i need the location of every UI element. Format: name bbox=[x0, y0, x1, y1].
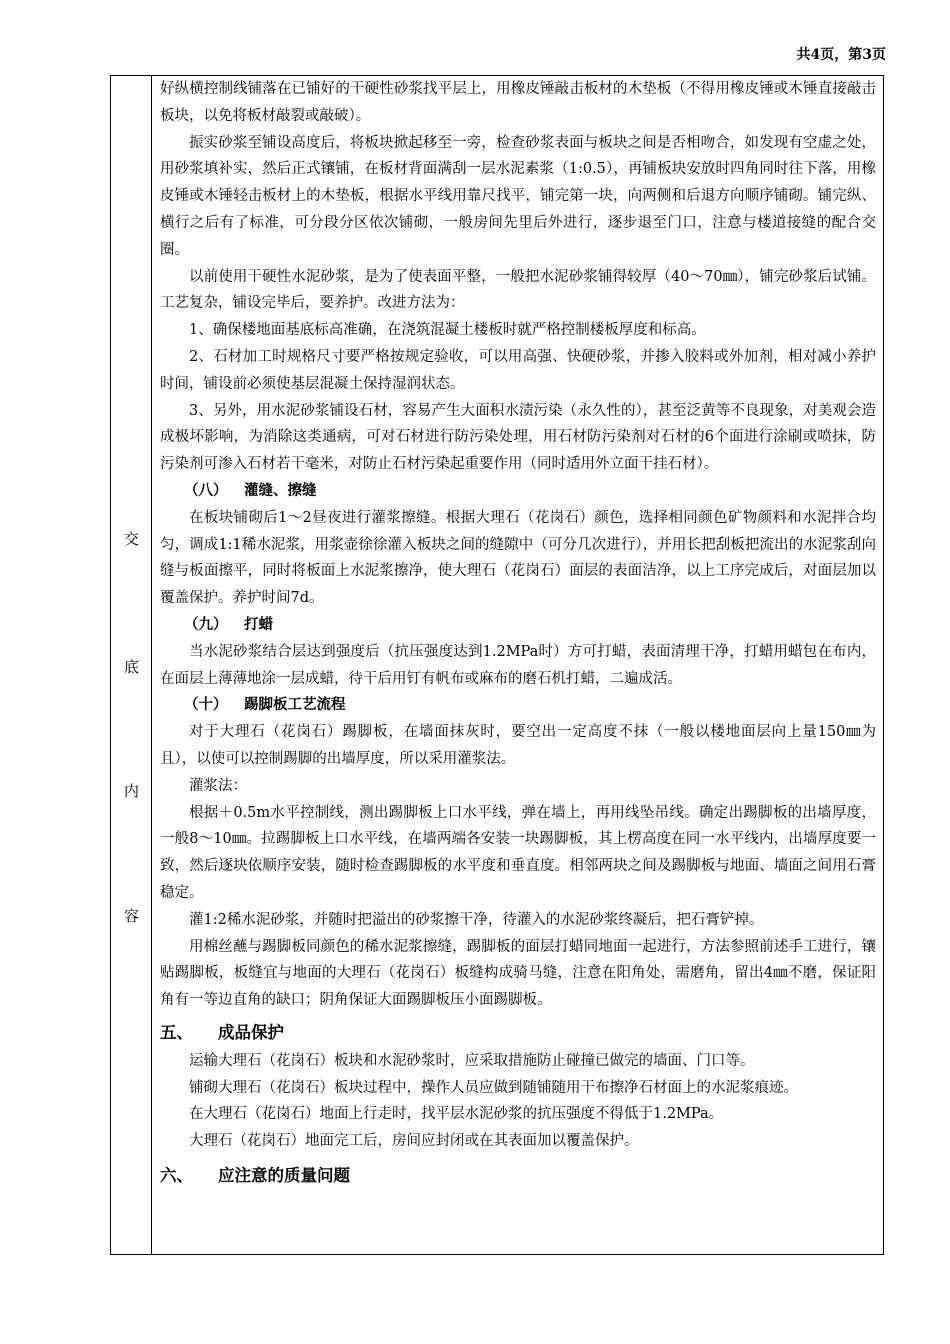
paragraph: 以前使用干硬性水泥砂浆，是为了使表面平整，一般把水泥砂浆铺得较厚（40～70㎜），铺完砂浆后试铺。工艺复杂，铺设完毕后，要养护。改进方法为： bbox=[160, 268, 876, 312]
section-heading bbox=[184, 612, 876, 639]
list-item: 2、石材加工时规格尺寸要严格按规定验收，可以用高强、快硬砂浆，并掺入胶料或外加剂，相对减小养护时间，铺设前必须使基层混凝土保持湿润状态。 bbox=[160, 348, 876, 392]
page-number: 共4页，第3页 bbox=[796, 47, 886, 63]
section-number: （九） bbox=[184, 615, 228, 633]
section-heading bbox=[184, 478, 876, 505]
paragraph: 用棉丝蘸与踢脚板同颜色的稀水泥浆擦缝，踢脚板的面层打蜡同地面一起进行，方法参照前述手工进行，镶贴踢脚板，板缝宜与地面的大理石（花岗石）板缝构成骑马缝，注意在阳角处，需磨角，留出4㎜不磨，保证阳角有一等边直角的缺口；阴角保证大面踢脚板压小面踢脚板。 bbox=[160, 938, 876, 1009]
paragraph: 在大理石（花岗石）地面上行走时，找平层水泥砂浆的抗压强度不得低于1.2MPa。 bbox=[189, 1106, 724, 1123]
section-title: 踢脚板工艺流程 bbox=[244, 696, 346, 714]
section-title: 打蜡 bbox=[244, 615, 273, 633]
side-label-char: 容 bbox=[124, 907, 140, 925]
section-number: （十） bbox=[184, 696, 228, 714]
paragraph: 振实砂浆至铺设高度后，将板块掀起移至一旁，检查砂浆表面与板块之间是否相吻合，如发现有空虚之处，用砂浆填补实，然后正式镶铺，在板材背面满刮一层水泥素浆（1:0.5），再铺板块安放时四角同时往下落，用橡皮锤或木锤轻击板材上的木垫板，根据水平线用靠尺找平，铺完第一块，向两侧和后退方向顺序铺砌。铺完纵、横行之后有了标准，可分段分区依次铺砌，一般房间先里后外进行，逐步退至门口，注意与楼道接缝的配合交圈。 bbox=[160, 134, 876, 258]
section-title: 灌缝、擦缝 bbox=[244, 481, 317, 499]
chapter-title: 成品保护 bbox=[218, 1022, 284, 1042]
list-item: 3、另外，用水泥砂浆铺设石材，容易产生大面积水渍污染（永久性的），甚至泛黄等不良现象，对美观会造成极坏影响，为消除这类通病，可对石材进行防污染处理，用石材防污染剂对石材的6个面进行涂刷或喷抹，防污染剂可渗入石材若干毫米，对防止石材污染起重要作用（同时适用外立面干挂石材）。 bbox=[160, 402, 876, 473]
side-label-char: 底 bbox=[124, 658, 140, 676]
content-area bbox=[160, 76, 876, 1191]
side-label-char: 交 bbox=[124, 530, 140, 548]
section-heading bbox=[184, 692, 876, 719]
paragraph: 好纵横控制线铺落在已铺好的干硬性砂浆找平层上，用橡皮锤敲击板材的木垫板（不得用橡皮锤或木锤直接敲击板块，以免将板材敲裂或敲破）。 bbox=[160, 81, 876, 124]
chapter-number: 五、 bbox=[160, 1022, 193, 1042]
chapter-title: 应注意的质量问题 bbox=[218, 1166, 350, 1186]
paragraph: 在板块铺砌后1～2昼夜进行灌浆擦缝。根据大理石（花岗石）颜色，选择相同颜色矿物颜料和水泥拌合均匀，调成1:1稀水泥浆，用浆壶徐徐灌入板块之间的缝隙中（可分几次进行），并用长把刮板把流出的水泥浆刮向缝与板面擦平，同时将板面上水泥浆擦净，使大理石（花岗石）面层的表面洁净，以上工序完成后，对面层加以覆盖保护。养护时间7d。 bbox=[160, 509, 876, 607]
paragraph: 对于大理石（花岗石）踢脚板，在墙面抹灰时，要空出一定高度不抹（一般以楼地面层向上量150㎜为且），以使可以控制踢脚的出墙厚度，所以采用灌浆法。 bbox=[160, 724, 876, 767]
chapter-heading bbox=[160, 1018, 876, 1048]
section-number: （八） bbox=[184, 481, 228, 499]
paragraph: 大理石（花岗石）地面完工后，房间应封闭或在其表面加以覆盖保护。 bbox=[189, 1133, 639, 1150]
chapter-heading bbox=[160, 1161, 876, 1191]
list-item: 1、确保楼地面基底标高准确，在浇筑混凝土楼板时就严格控制楼板厚度和标高。 bbox=[189, 322, 706, 339]
side-label-char: 内 bbox=[124, 782, 140, 800]
paragraph: 根据＋0.5m水平控制线，测出踢脚板上口水平线，弹在墙上，再用线坠吊线。确定出踢脚板的出墙厚度，一般8～10㎜。拉踢脚板上口水平线，在墙两端各安装一块踢脚板，其上楞高度在同一水平线内，出墙厚度要一致，然后逐块依顺序安装，随时检查踢脚板的水平度和垂直度。相邻两块之间及踢脚板与地面、墙面之间用石膏稳定。 bbox=[160, 804, 876, 901]
chapter-number: 六、 bbox=[160, 1166, 193, 1186]
paragraph: 当水泥砂浆结合层达到强度后（抗压强度达到1.2MPa时）方可打蜡，表面清理干净，打蜡用蜡包在布内，在面层上薄薄地涂一层成蜡，待干后用钉有帆布或麻布的磨石机打蜡，二遍成活。 bbox=[160, 643, 876, 687]
paragraph: 运输大理石（花岗石）板块和水泥砂浆时，应采取措施防止碰撞已做完的墙面、门口等。 bbox=[189, 1052, 755, 1069]
paragraph: 灌1:2稀水泥砂浆，并随时把溢出的砂浆擦干净，待灌入的水泥砂浆终凝后，把石膏铲掉。 bbox=[189, 911, 764, 928]
paragraph: 铺砌大理石（花岗石）板块过程中，操作人员应做到随铺随用干布擦净石材面上的水泥浆痕迹。 bbox=[189, 1079, 798, 1096]
column-divider bbox=[151, 75, 152, 1255]
paragraph: 灌浆法： bbox=[189, 777, 247, 794]
